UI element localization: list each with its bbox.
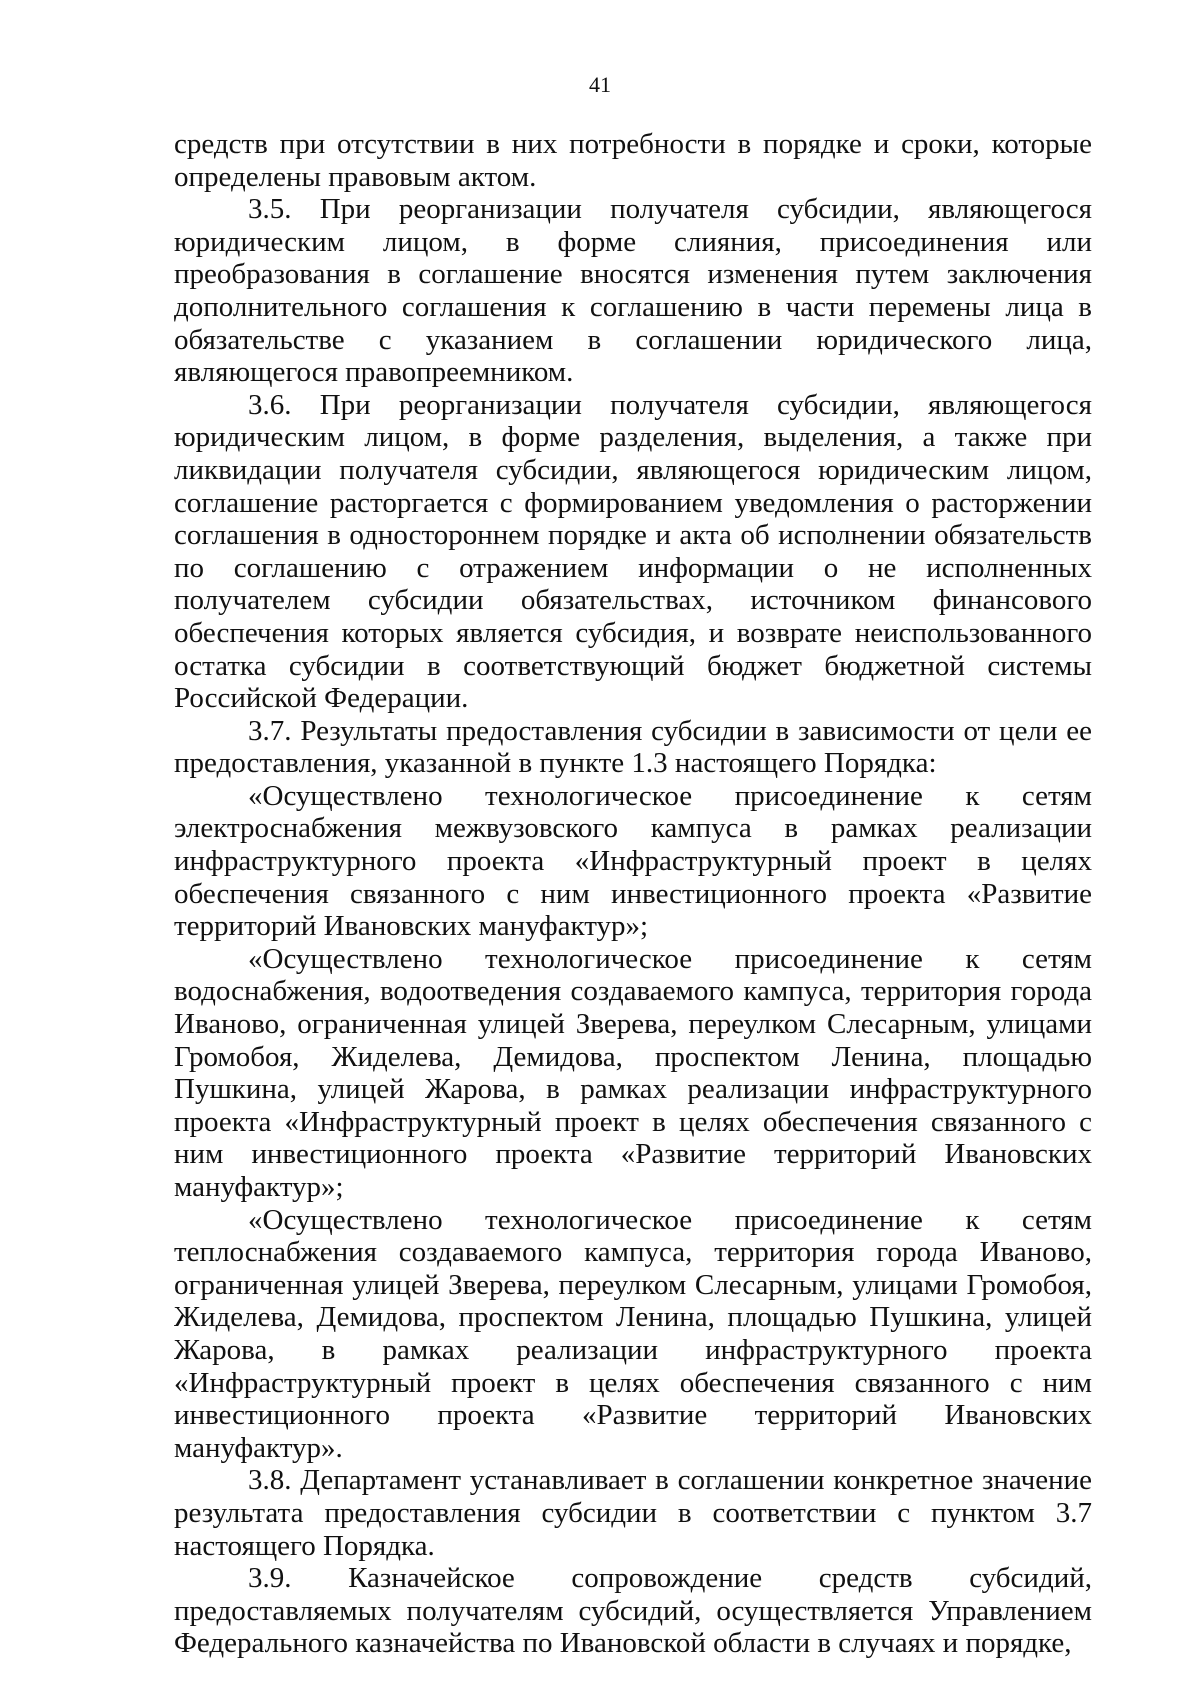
- paragraph-continuation: средств при отсутствии в них потребности в порядке и сроки, которые определены правовым актом.: [174, 128, 1092, 193]
- result-item-heating: «Осуществлено технологическое присоединение к сетям теплоснабжения создаваемого кампуса, территория города Иваново, ограниченная улицей Зверева, переулком Слесарным, улицами Громобоя, Жиделева, Демидова, проспектом Ленина, площадью Пушкина, улицей Жарова, в рамках реализации инфраструктурного проекта «Инфраструктурный проект в целях обеспечения связанного с ним инвестиционного проекта «Развитие территорий Ивановских мануфактур».: [174, 1203, 1092, 1464]
- paragraph-3-7: 3.7. Результаты предоставления субсидии в зависимости от цели ее предоставления, указанной в пункте 1.3 настоящего Порядка:: [174, 714, 1092, 780]
- paragraph-3-5: 3.5. При реорганизации получателя субсидии, являющегося юридическим лицом, в форме слияния, присоединения или преобразования в соглашение вносятся изменения путем заключения дополнительного соглашения к соглашению в части перемены лица в обязательстве с указанием в соглашении юридического лица, являющегося правопреемником.: [174, 193, 1092, 389]
- paragraph-3-9: 3.9. Казначейское сопровождение средств субсидий, предоставляемых получателям субсидий, осуществляется Управлением Федерального казначейства по Ивановской области в случаях и порядке,: [174, 1562, 1092, 1660]
- document-body: [174, 128, 1092, 1660]
- paragraph-3-8: 3.8. Департамент устанавливает в соглашении конкретное значение результата предоставления субсидии в соответствии с пунктом 3.7 настоящего Порядка.: [174, 1464, 1092, 1562]
- page-number: 41: [589, 72, 611, 97]
- paragraph-3-6: 3.6. При реорганизации получателя субсидии, являющегося юридическим лицом, в форме разделения, выделения, а также при ликвидации получателя субсидии, являющегося юридическим лицом, соглашение расторгается с формированием уведомления о расторжении соглашения в одностороннем порядке и акта об исполнении обязательств по соглашению с отражением информации о не исполненных получателем субсидии обязательствах, источником финансового обеспечения которых является субсидия, и возврате неиспользованного остатка субсидии в соответствующий бюджет бюджетной системы Российской Федерации.: [174, 388, 1092, 715]
- result-item-water: «Осуществлено технологическое присоединение к сетям водоснабжения, водоотведения создаваемого кампуса, территория города Иваново, ограниченная улицей Зверева, переулком Слесарным, улицами Громобоя, Жиделева, Демидова, проспектом Ленина, площадью Пушкина, улицей Жарова, в рамках реализации инфраструктурного проекта «Инфраструктурный проект в целях обеспечения связанного с ним инвестиционного проекта «Развитие территорий Ивановских мануфактур»;: [174, 942, 1092, 1203]
- result-item-electricity: «Осуществлено технологическое присоединение к сетям электроснабжения межвузовского кампуса в рамках реализации инфраструктурного проекта «Инфраструктурный проект в целях обеспечения связанного с ним инвестиционного проекта «Развитие территорий Ивановских мануфактур»;: [174, 779, 1092, 943]
